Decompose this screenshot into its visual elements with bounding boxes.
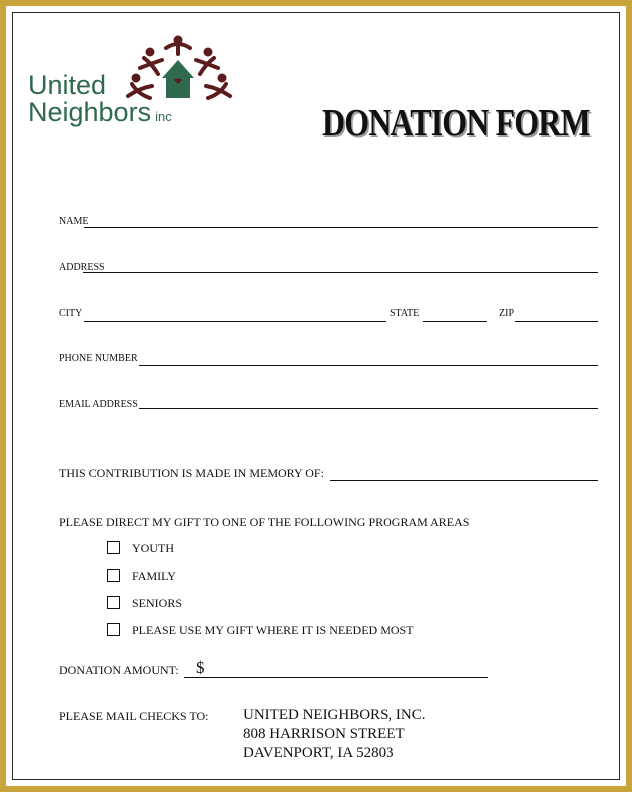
- program-prompt: PLEASE DIRECT MY GIFT TO ONE OF THE FOLLOWING PROGRAM AREAS: [59, 515, 470, 529]
- mail-checks-label: PLEASE MAIL CHECKS TO:: [59, 709, 209, 723]
- logo-suffix: inc: [155, 109, 172, 124]
- phone-label: PHONE NUMBER: [59, 353, 138, 364]
- donation-amount-label: DONATION AMOUNT:: [59, 663, 179, 677]
- phone-field[interactable]: [139, 365, 598, 366]
- state-field[interactable]: [423, 321, 487, 322]
- logo-line-neighbors: Neighbors: [28, 97, 152, 127]
- family-checkbox[interactable]: [107, 569, 120, 582]
- mailing-address-line-3: DAVENPORT, IA 52803: [243, 745, 394, 761]
- seniors-option-label: SENIORS: [132, 596, 183, 610]
- city-field[interactable]: [84, 321, 386, 322]
- address-label: ADDRESS: [59, 262, 105, 273]
- city-label: CITY: [59, 308, 83, 319]
- zip-label: ZIP: [499, 308, 514, 319]
- mailing-address-line-1: UNITED NEIGHBORS, INC.: [243, 707, 426, 723]
- united-neighbors-logo: [28, 34, 238, 134]
- form-title: DONATION FORM: [322, 102, 590, 144]
- needed-most-checkbox[interactable]: [107, 623, 120, 636]
- name-label: NAME: [59, 216, 89, 227]
- seniors-checkbox[interactable]: [107, 596, 120, 609]
- currency-symbol: $: [196, 658, 205, 677]
- memory-field[interactable]: [330, 480, 598, 481]
- donation-amount-field[interactable]: [184, 677, 488, 678]
- logo-line-united: United: [28, 70, 107, 100]
- email-field[interactable]: [139, 408, 598, 409]
- memory-label: THIS CONTRIBUTION IS MADE IN MEMORY OF:: [59, 466, 324, 480]
- state-label: STATE: [390, 308, 420, 319]
- email-label: EMAIL ADDRESS: [59, 399, 138, 410]
- zip-field[interactable]: [515, 321, 598, 322]
- mailing-address: [243, 706, 426, 763]
- needed-most-option-label: PLEASE USE MY GIFT WHERE IT IS NEEDED MOST: [132, 623, 414, 637]
- name-field[interactable]: [84, 227, 598, 228]
- family-option-label: FAMILY: [132, 569, 176, 583]
- mailing-address-line-2: 808 HARRISON STREET: [243, 726, 405, 742]
- address-field[interactable]: [83, 272, 598, 273]
- youth-checkbox[interactable]: [107, 541, 120, 554]
- logo-wordmark: [28, 72, 172, 130]
- youth-option-label: YOUTH: [132, 541, 174, 555]
